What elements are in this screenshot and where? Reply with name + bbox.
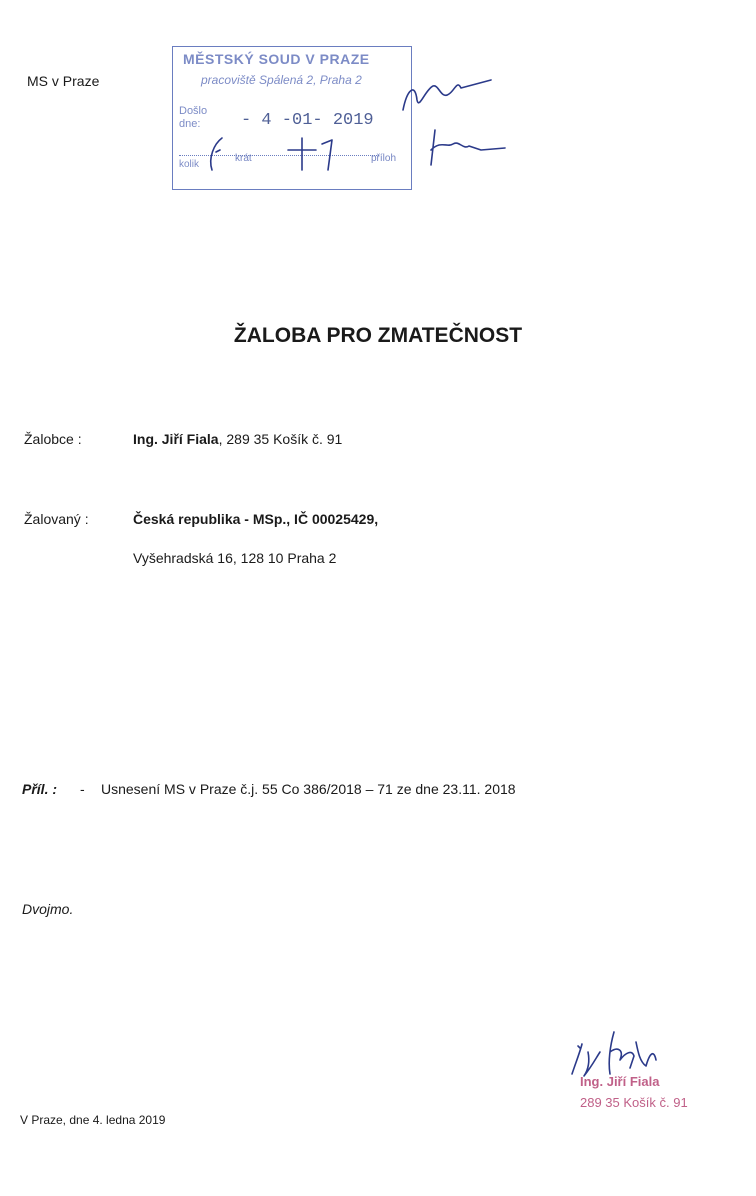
plaintiff-label: Žalobce : bbox=[24, 431, 82, 447]
stamp-handwriting bbox=[198, 130, 378, 180]
stamp-received-label: Došlo dne: bbox=[179, 105, 208, 130]
plaintiff-address: , 289 35 Košík č. 91 bbox=[218, 431, 343, 447]
attachments-label: Příl. : bbox=[22, 781, 58, 797]
defendant-name-text: Česká republika - MSp., IČ 00025429, bbox=[133, 511, 379, 527]
document-title: ŽALOBA PRO ZMATEČNOST bbox=[233, 324, 523, 347]
stamp-count-label: kolik bbox=[179, 159, 200, 170]
stamp-times-label: krát bbox=[235, 153, 252, 164]
attachments-dash: - bbox=[80, 781, 85, 797]
initials-handwriting bbox=[395, 70, 525, 180]
plaintiff-value bbox=[133, 431, 342, 447]
signature-stamp bbox=[580, 1074, 688, 1110]
place-date: V Praze, dne 4. ledna 2019 bbox=[20, 1113, 166, 1127]
stamp-attachments-label: příloh bbox=[371, 153, 397, 164]
plaintiff-name: Ing. Jiří Fiala bbox=[133, 431, 219, 447]
signature-stamp-name: Ing. Jiří Fiala bbox=[580, 1074, 660, 1089]
copies-note: Dvojmo. bbox=[22, 901, 74, 917]
court-name: MS v Praze bbox=[27, 73, 100, 89]
defendant-label: Žalovaný : bbox=[24, 511, 89, 527]
stamp-date: - 4 -01- 2019 bbox=[241, 111, 374, 130]
defendant-address: Vyšehradská 16, 128 10 Praha 2 bbox=[133, 550, 337, 566]
attachment-item: Usnesení MS v Praze č.j. 55 Co 386/2018 – 71 ze dne 23.11. 2018 bbox=[101, 781, 516, 797]
signature-stamp-address: 289 35 Košík č. 91 bbox=[580, 1095, 688, 1110]
signature bbox=[566, 1022, 666, 1082]
defendant-name bbox=[133, 511, 378, 527]
stamp-address-line: pracoviště Spálená 2, Praha 2 bbox=[201, 73, 362, 87]
stamp-court-line: MĚSTSKÝ SOUD V PRAZE bbox=[183, 51, 370, 67]
